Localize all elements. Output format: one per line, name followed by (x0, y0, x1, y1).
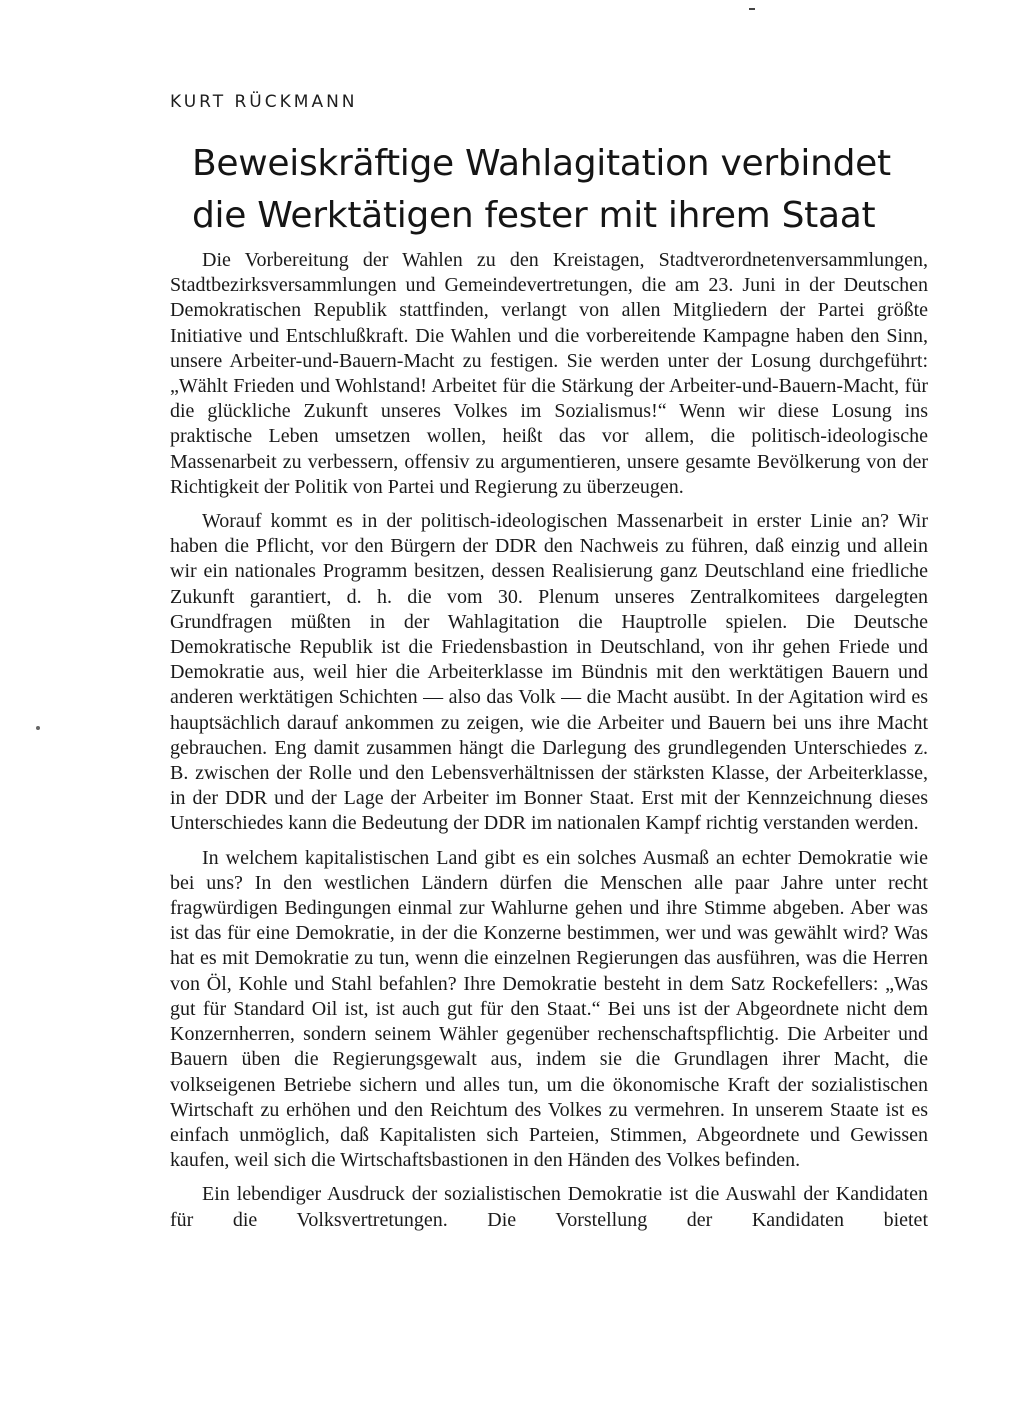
article-title-line-2: die Werktätigen fester mit ihrem Staat (192, 195, 876, 236)
paragraph-2: Worauf kommt es in der politisch-ideologischen Massenarbeit in erster Linie an? Wir haben die Pflicht, vor den Bürgern der DDR den Nachweis zu führen, daß einzig und allein wir ein nationales Programm besitzen, dessen Realisierung ganz Deutschland eine friedliche Zukunft garantiert, d. h. die vom 30. Plenum unseres Zentralkomitees dargelegten Grundfragen müßten in der Wahlagitation die Hauptrolle spielen. Die Deutsche Demokratische Republik ist die Friedensbastion in Deutschland, von ihr gehen Friede und Demokratie aus, weil hier die Arbeiterklasse im Bündnis mit den werktätigen Bauern und anderen werktätigen Schichten — also das Volk — die Macht ausübt. In der Agitation wird es hauptsächlich darauf ankommen zu zeigen, wie die Arbeiter und Bauern bei uns ihre Macht gebrauchen. Eng damit zusammen hängt die Darlegung des grundlegenden Unterschiedes z. B. zwischen der Rolle und den Lebensverhältnissen der stärksten Klasse, der Arbeiterklasse, in der DDR und der Lage der Arbeiter im Bonner Staat. Erst mit der Kennzeichnung dieses Unterschiedes kann die Bedeutung der DDR im nationalen Kampf richtig verstanden werden. (170, 510, 928, 835)
paragraph-1: Die Vorbereitung der Wahlen zu den Kreistagen, Stadtverordnetenversammlungen, Stadtbezirksversammlungen und Gemeindevertretungen, die am 23. Juni in der Deutschen Demokratischen Republik stattfinden, verlangt von allen Mitgliedern der Partei größte Initiative und Entschlußkraft. Die Wahlen und die vorbereitende Kampagne haben den Sinn, unsere Arbeiter-und-Bauern-Macht zu festigen. Sie werden unter der Losung durchgeführt: „Wählt Frieden und Wohlstand! Arbeitet für die Stärkung der Arbeiter-und-Bauern-Macht, für die glückliche Zukunft unseres Volkes im Sozialismus!“ Wenn wir diese Losung ins praktische Leben umsetzen wollen, heißt das vor allem, die politisch-ideologische Massenarbeit zu verbessern, offensiv zu argumentieren, unsere gesamte Bevölkerung von der Richtigkeit der Politik von Partei und Regierung zu überzeugen. (170, 249, 928, 498)
article-title-line-1: Beweiskräftige Wahlagitation verbindet (192, 143, 891, 184)
article-title (192, 138, 952, 242)
paragraph-4: Ein lebendiger Ausdruck der sozialistischen Demokratie ist die Auswahl der Kandidaten für die Volksvertretungen. Die Vorstellung der Kandidaten bietet (170, 1183, 928, 1231)
author-name: KURT RÜCKMANN (170, 92, 358, 112)
scan-mark (749, 8, 755, 10)
paragraph-3: In welchem kapitalistischen Land gibt es ein solches Ausmaß an echter Demokratie wie bei uns? In den westlichen Ländern dürfen die Menschen alle paar Jahre unter recht fragwürdigen Bedingungen einmal zur Wahlurne gehen und ihre Stimme abgeben. Aber was ist das für eine Demokratie, in der die Konzerne bestimmen, wer und was gewählt wird? Was hat es mit Demokratie zu tun, wenn die einzelnen Regierungen das ausführen, was die Herren von Öl, Kohle und Stahl befahlen? Ihre Demokratie besteht in dem Satz Rockefellers: „Was gut für Standard Oil ist, ist auch gut für den Staat.“ Bei uns ist der Abgeordnete nicht dem Konzernherren, sondern seinem Wähler gegenüber rechenschaftspflichtig. Die Arbeiter und Bauern üben die Regierungsgewalt aus, indem sie die Grundlagen ihrer Macht, die volkseigenen Betriebe sichern und alles tun, um die ökonomische Kraft der sozialistischen Wirtschaft zu erhöhen und den Reichtum des Volkes zu vermehren. In unserem Staate ist es einfach unmöglich, daß Kapitalisten sich Parteien, Stimmen, Abgeordnete und Gewissen kaufen, weil sich die Wirtschaftsbastionen in den Händen des Volkes befinden. (170, 846, 928, 1172)
scan-speck (36, 726, 40, 730)
article-body (170, 248, 928, 1242)
